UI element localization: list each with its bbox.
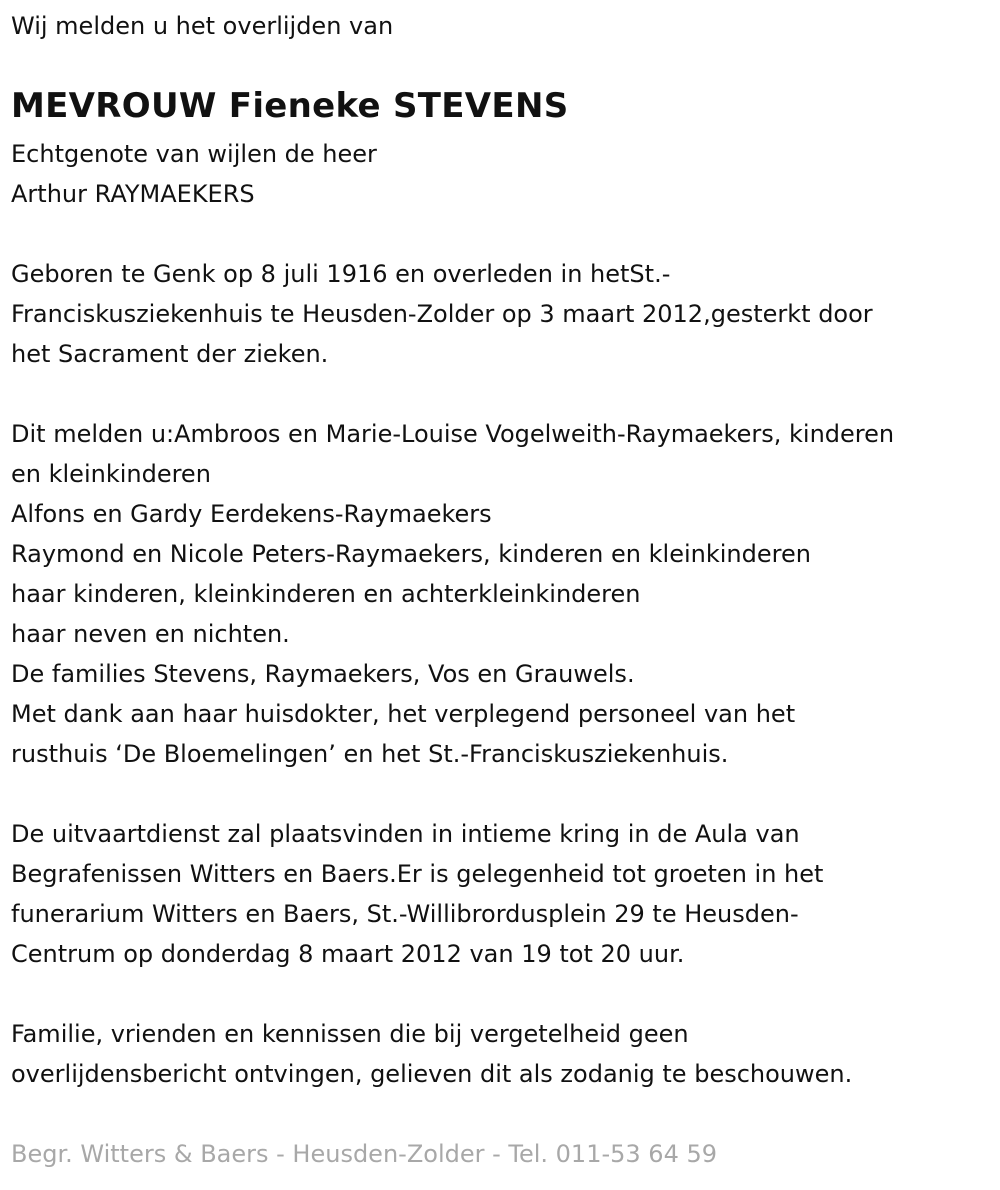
family-line: en kleinkinderen bbox=[11, 460, 211, 488]
family-section bbox=[11, 414, 894, 774]
notice-line: overlijdensbericht ontvingen, gelieven dit als zodanig te beschouwen. bbox=[11, 1060, 853, 1088]
family-line: haar neven en nichten. bbox=[11, 620, 290, 648]
family-line: De families Stevens, Raymaekers, Vos en Grauwels. bbox=[11, 660, 635, 688]
family-line: haar kinderen, kleinkinderen en achterkleinkinderen bbox=[11, 580, 641, 608]
service-line: funerarium Witters en Baers, St.-Willibrordusplein 29 te Heusden- bbox=[11, 900, 799, 928]
service-line: Centrum op donderdag 8 maart 2012 van 19 tot 20 uur. bbox=[11, 940, 685, 968]
family-line: Dit melden u:Ambroos en Marie-Louise Vogelweith-Raymaekers, kinderen bbox=[11, 420, 895, 448]
service-line: De uitvaartdienst zal plaatsvinden in intieme kring in de Aula van bbox=[11, 820, 800, 848]
undertaker-footer: Begr. Witters & Baers - Heusden-Zolder - Tel. 011-53 64 59 bbox=[11, 1140, 718, 1168]
birth-death-line: Franciskusziekenhuis te Heusden-Zolder op 3 maart 2012,gesterkt door bbox=[11, 300, 873, 328]
spouse-section bbox=[11, 134, 377, 214]
notice-line: Familie, vrienden en kennissen die bij vergetelheid geen bbox=[11, 1020, 689, 1048]
family-line: Raymond en Nicole Peters-Raymaekers, kinderen en kleinkinderen bbox=[11, 540, 811, 568]
deceased-name: MEVROUW Fieneke STEVENS bbox=[11, 86, 569, 126]
intro-text: Wij melden u het overlijden van bbox=[11, 12, 394, 40]
family-line: Met dank aan haar huisdokter, het verplegend personeel van het bbox=[11, 700, 796, 728]
funeral-service-section bbox=[11, 814, 823, 974]
notice-section bbox=[11, 1014, 852, 1094]
birth-death-line: het Sacrament der zieken. bbox=[11, 340, 329, 368]
birth-death-section bbox=[11, 254, 873, 374]
family-line: Alfons en Gardy Eerdekens-Raymaekers bbox=[11, 500, 492, 528]
spouse-line: Echtgenote van wijlen de heer bbox=[11, 140, 377, 168]
service-line: Begrafenissen Witters en Baers.Er is gelegenheid tot groeten in het bbox=[11, 860, 824, 888]
family-line: rusthuis ‘De Bloemelingen’ en het St.-Franciskusziekenhuis. bbox=[11, 740, 729, 768]
birth-death-line: Geboren te Genk op 8 juli 1916 en overleden in hetSt.- bbox=[11, 260, 671, 288]
spouse-line: Arthur RAYMAEKERS bbox=[11, 180, 255, 208]
